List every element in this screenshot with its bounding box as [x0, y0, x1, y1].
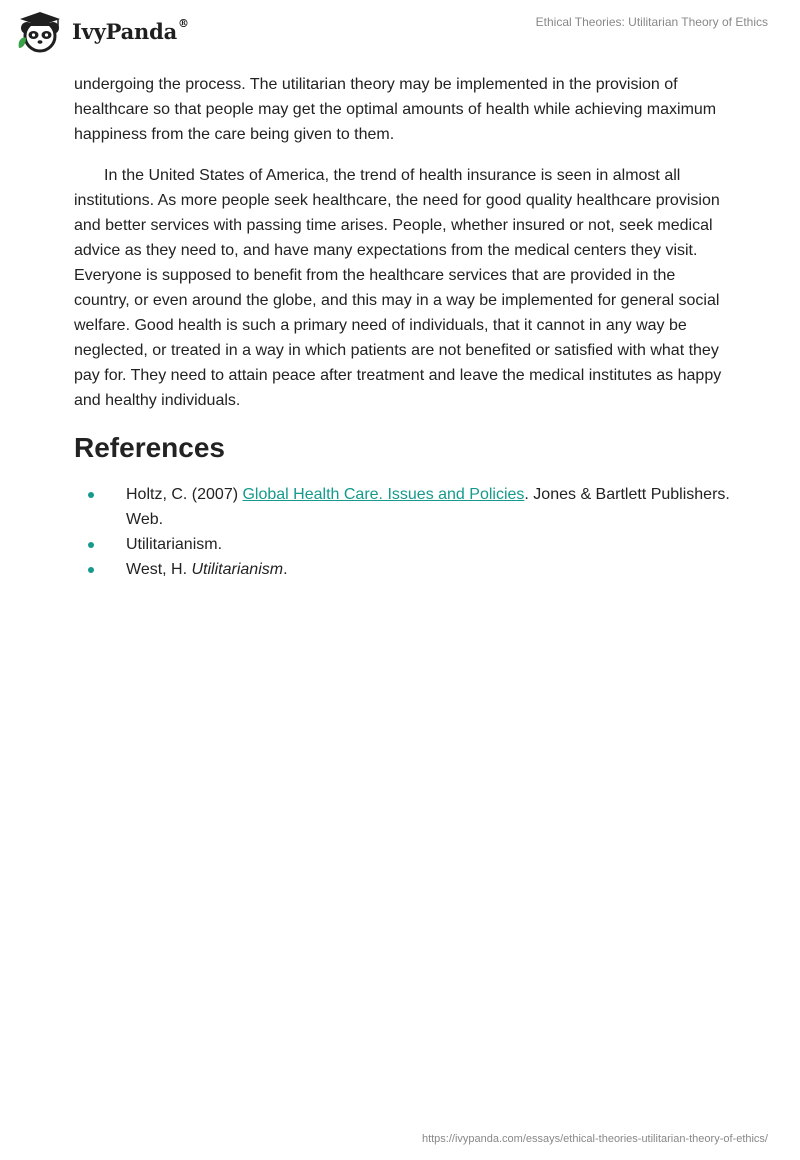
bullet-icon [88, 492, 94, 498]
paragraph-continuation: undergoing the process. The utilitarian theory may be implemented in the provision of healthcare so that people may get the optimal amounts of health while achieving maximum happiness from the care being given to them. [74, 76, 717, 143]
reference-author: West, H. [126, 561, 192, 578]
paragraph-health-insurance: In the United States of America, the trend of health insurance is seen in almost all institutions. As more people seek healthcare, the need for good quality healthcare provision and better services with passing time arises. People, whether insured or not, seek medical advice as they need to, and have many expectations from the medical centers they visit. Everyone is supposed to benefit from the healthcare services that are provided in the country, or even around the globe, and this may in a way be implemented for general social welfare. Good health is such a primary need of individuals, that it cannot in any way be neglected, or treated in a way in which patients are not benefited or satisfied with what they pay for. They need to attain peace after treatment and leave the medical institutes as happy and healthy individuals. [74, 167, 722, 409]
reference-end: . [283, 561, 288, 578]
document-title: Ethical Theories: Utilitarian Theory of Ethics [535, 15, 768, 29]
page-header [0, 0, 800, 60]
reference-publisher: . Jones & Bartlett Publishers. Web. [126, 486, 730, 528]
footer-url: https://ivypanda.com/essays/ethical-theories-utilitarian-theory-of-ethics/ [421, 1133, 768, 1145]
bullet-icon [88, 567, 94, 573]
reference-item-utilitarianism [74, 532, 734, 557]
brand-name: IvyPanda® [72, 16, 189, 44]
references-list [74, 482, 734, 582]
brand-logo[interactable] [14, 8, 189, 54]
reference-item-west [74, 557, 734, 582]
essay-content [74, 72, 734, 582]
references-heading: References [74, 432, 225, 463]
registered-mark: ® [178, 16, 189, 30]
panda-graduation-cap-icon [14, 8, 66, 54]
reference-author: Holtz, C. (2007) [126, 486, 243, 503]
reference-text: Utilitarianism. [126, 536, 223, 553]
bullet-icon [88, 542, 94, 548]
reference-item-holtz [74, 482, 734, 532]
reference-link[interactable]: Global Health Care. Issues and Policies [242, 486, 525, 503]
reference-title: Utilitarianism [191, 561, 284, 578]
